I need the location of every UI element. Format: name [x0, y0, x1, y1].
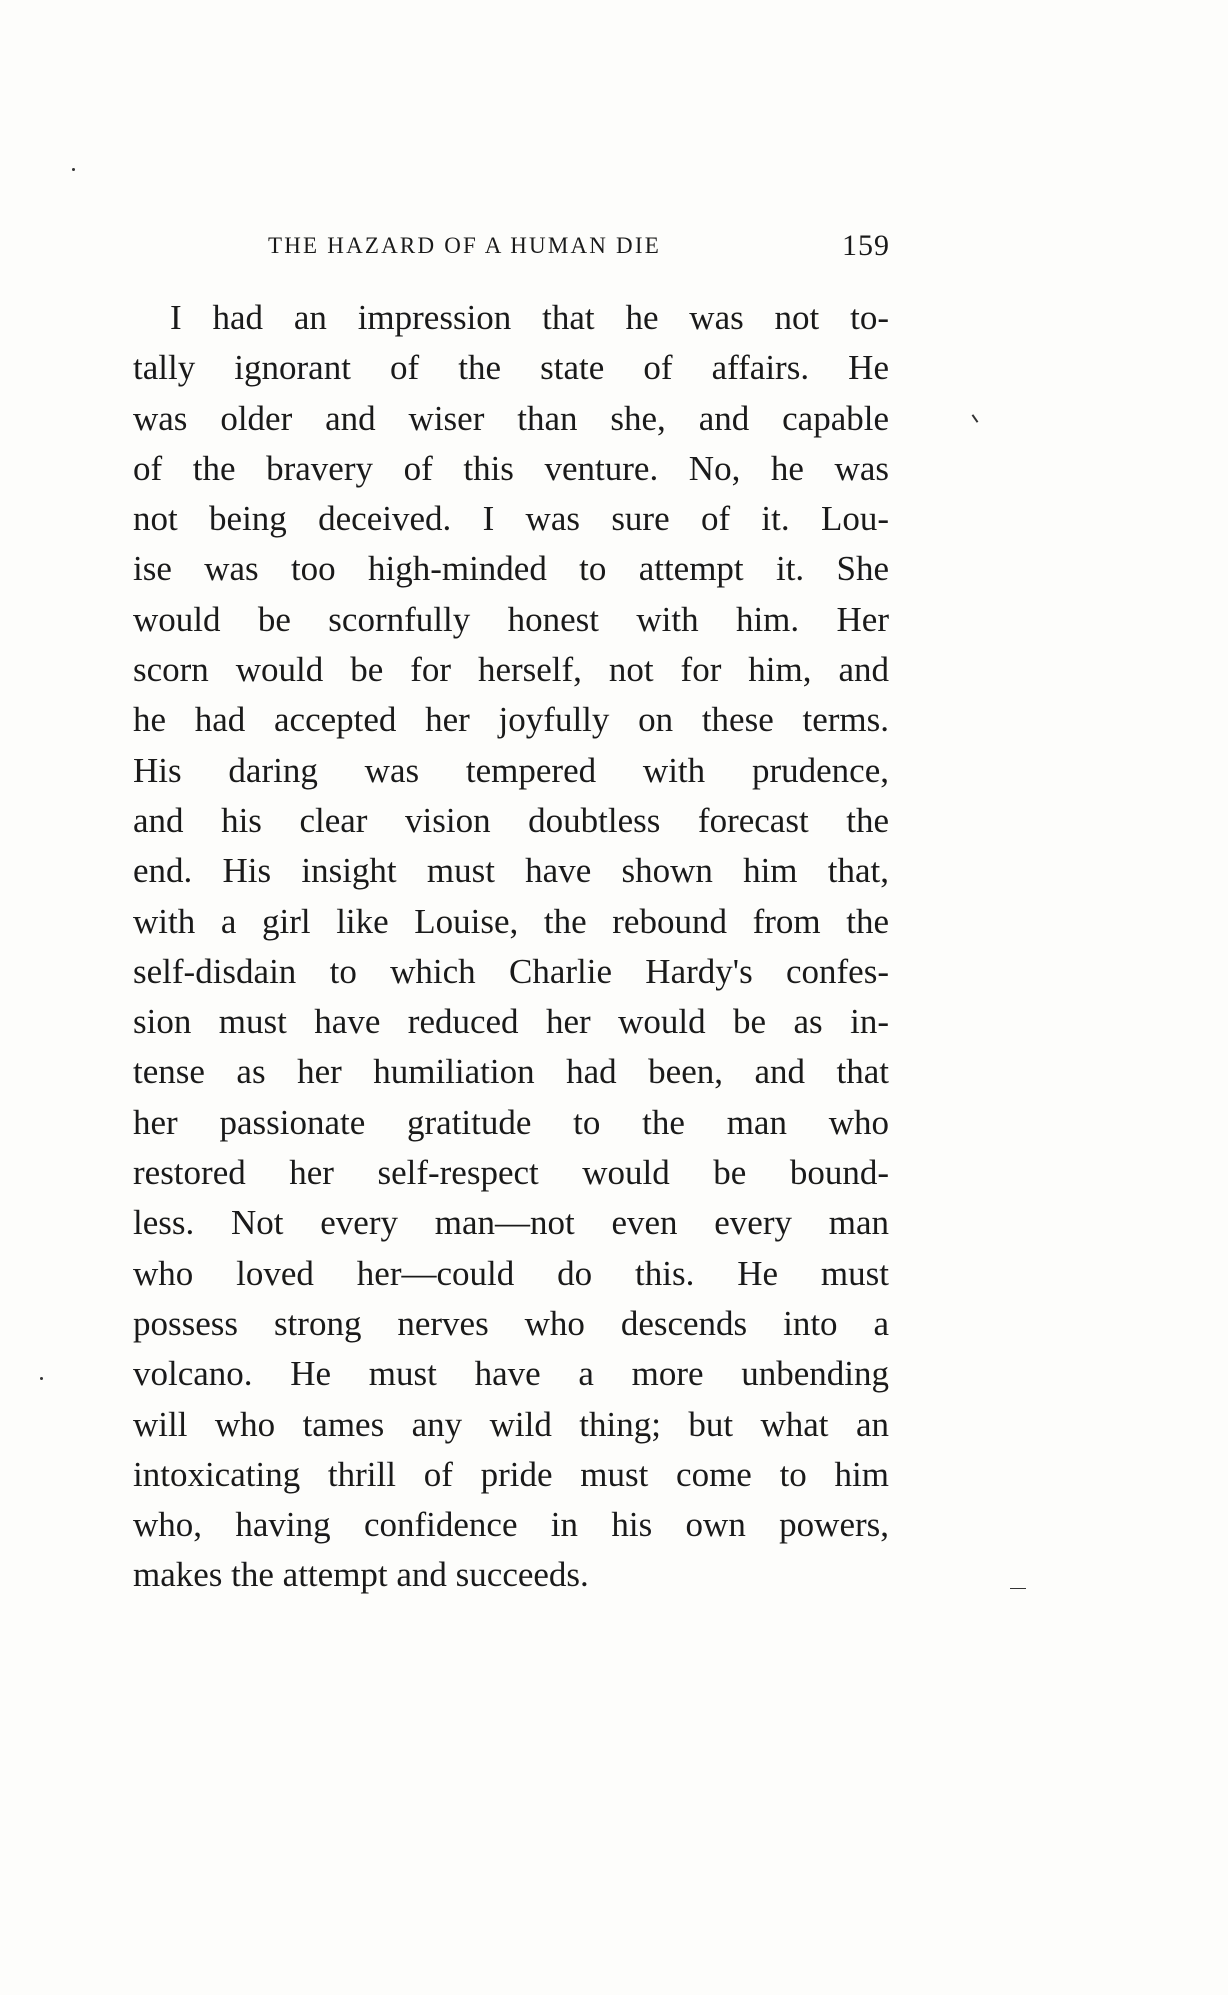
text-line: he had accepted her joyfully on these terms.	[133, 700, 889, 740]
text-line: would be scornfully honest with him. Her	[133, 599, 889, 639]
text-line: self-disdain to which Charlie Hardy's confes-	[133, 951, 889, 991]
scan-speck	[1010, 1588, 1026, 1589]
scan-speck	[40, 1377, 43, 1380]
text-line: with a girl like Louise, the rebound from the	[133, 901, 889, 941]
text-line: was older and wiser than she, and capable	[133, 398, 889, 438]
scan-speck	[72, 168, 75, 171]
text-line: ise was too high-minded to attempt it. She	[133, 549, 889, 589]
text-line: end. His insight must have shown him that,	[133, 851, 889, 891]
body-text	[133, 293, 889, 1601]
running-title: THE HAZARD OF A HUMAN DIE	[268, 233, 661, 258]
text-line: and his clear vision doubtless forecast the	[133, 800, 889, 840]
text-line: restored her self-respect would be bound-	[133, 1153, 889, 1193]
text-line: volcano. He must have a more unbending	[133, 1354, 889, 1394]
text-line: who loved her—could do this. He must	[133, 1253, 889, 1293]
text-line: her passionate gratitude to the man who	[133, 1102, 889, 1142]
text-line: I had an impression that he was not to-	[170, 298, 889, 337]
page-number: 159	[842, 229, 890, 262]
text-line: possess strong nerves who descends into a	[133, 1303, 889, 1343]
text-line: of the bravery of this venture. No, he was	[133, 448, 889, 488]
scan-speck	[972, 414, 979, 423]
text-line: makes the attempt and succeeds.	[133, 1555, 589, 1595]
text-line: not being deceived. I was sure of it. Lou-	[133, 499, 889, 539]
text-line: less. Not every man—not even every man	[133, 1203, 889, 1243]
text-line: who, having confidence in his own powers,	[133, 1505, 889, 1545]
text-line: sion must have reduced her would be as in-	[133, 1002, 889, 1042]
text-line: His daring was tempered with prudence,	[133, 750, 889, 790]
text-line: intoxicating thrill of pride must come to him	[133, 1454, 889, 1494]
text-line: tally ignorant of the state of affairs. He	[133, 348, 889, 388]
running-head	[268, 228, 890, 264]
text-line: scorn would be for herself, not for him, and	[133, 650, 889, 690]
text-line: will who tames any wild thing; but what an	[133, 1404, 889, 1444]
text-line: tense as her humiliation had been, and that	[133, 1052, 889, 1092]
